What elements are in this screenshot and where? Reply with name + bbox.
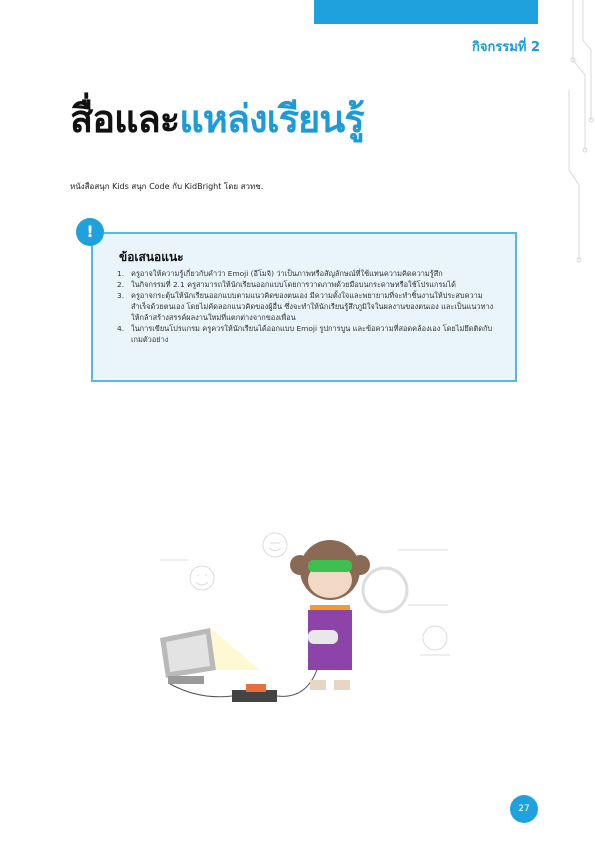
header-bar — [314, 0, 538, 24]
source-text: หนังสือสนุก Kids สนุก Code กับ KidBright โดย สวทช. — [70, 182, 264, 191]
suggestion-heading: ข้อเสนอแนะ — [119, 250, 184, 264]
suggestion-box — [91, 232, 517, 382]
monkey-gamer-illustration — [150, 510, 470, 710]
activity-label: กิจกรรมที่ 2 — [471, 40, 540, 55]
exclamation-icon: ! — [76, 218, 104, 246]
computer-monitor-icon — [160, 628, 216, 684]
page-title — [70, 88, 364, 149]
circuit-decoration — [565, 0, 595, 330]
title-part-1: สื่อและ — [70, 97, 180, 141]
list-item: 4. ในการเขียนโปรแกรม ครูควรให้นักเรียนได้ออกแบบ Emoji รูปการบูน และข้อความที่สอดคล้องเอง โดยไม่ยึดติดกับเกมตัวอย่าง — [117, 324, 493, 344]
page-number: 27 — [510, 795, 538, 823]
list-item: 2. ในกิจกรรมที่ 2.1 ครูสามารถให้นักเรียนออกแบบโดยการวาดภาพด้วยมือบนกระดาษหรือใช้โปรแกรมได้ — [117, 280, 456, 289]
title-part-2: แหล่งเรียนรู้ — [179, 97, 364, 141]
suggestion-list — [117, 268, 497, 345]
list-item: 1. ครูอาจให้ความรู้เกี่ยวกับคำว่า Emoji (อีโมจิ) ว่าเป็นภาพหรือสัญลักษณ์ที่ใช้แทนความคิดความรู้สึก — [117, 269, 443, 278]
list-item: 3. ครูอาจกระตุ้นให้นักเรียนออกแบบตามแนวคิดของตนเอง มีความตั้งใจและพยายามที่จะทำชิ้นงานให้ประสบความสำเร็จด้วยตนเอง โดยไม่คัดลอกแนวคิดของผู้อื่น ซึ่งจะทำให้นักเรียนรู้สึกภูมิใจในผลงานของตนเอง และเป็นแนวทางให้กล้าสร้างสรรค์ผลงานใหม่ที่แตกต่างจากของเพื่อน — [117, 291, 494, 322]
monkey-character — [290, 540, 370, 690]
